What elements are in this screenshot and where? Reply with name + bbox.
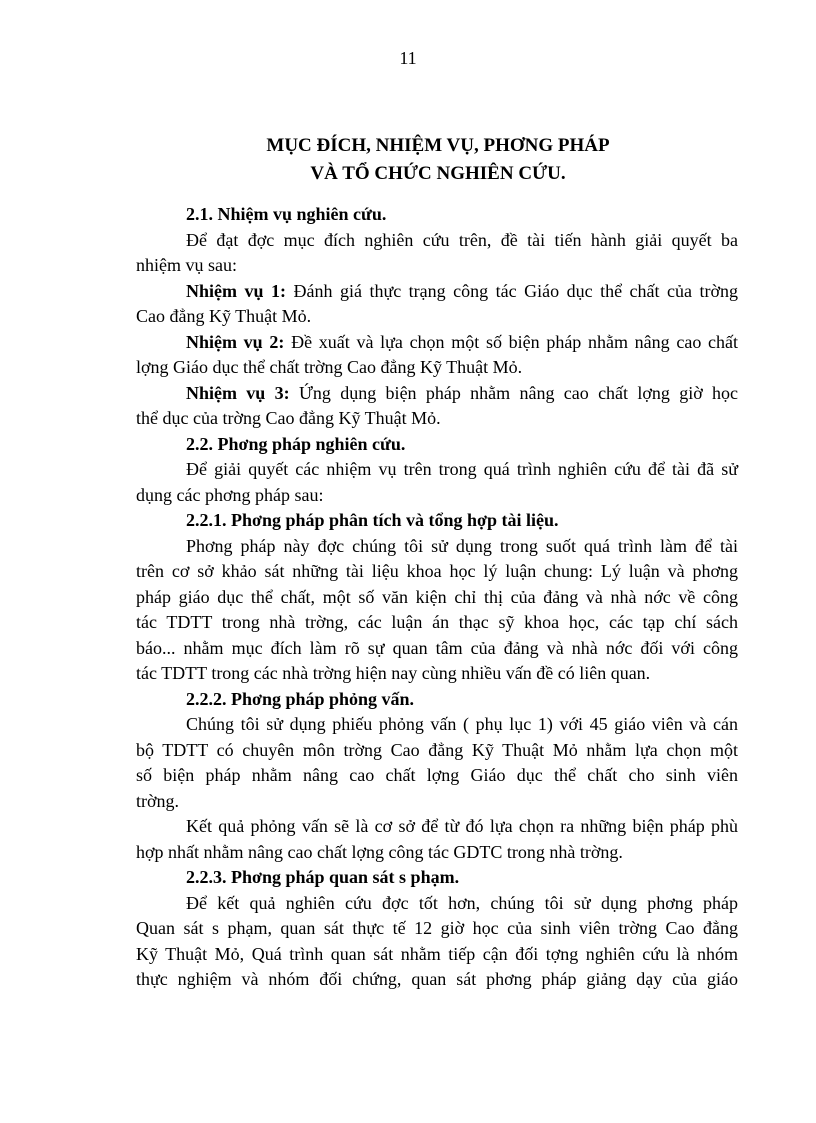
paragraph-line: số biện pháp nhằm nâng cao chất lợng Giáo dục thể chất cho sinh viên	[136, 765, 738, 785]
paragraph-line: nhiệm vụ sau:	[136, 255, 237, 275]
paragraph-line: tác TDTT trong các nhà trờng hiện nay cùng nhiều vấn đề có liên quan.	[136, 663, 651, 683]
chapter-title	[0, 132, 816, 188]
task-3-label: Nhiệm vụ 3:	[186, 382, 290, 403]
paragraph-line: pháp giáo dục thể chất, một số văn kiện chỉ thị của đảng và nhà nớc về công	[136, 586, 738, 607]
paragraph-line: Chúng tôi sử dụng phiếu phỏng vấn ( phụ lục 1) với 45 giáo viên và cán	[186, 714, 738, 734]
paragraph-line: Kỹ Thuật Mỏ, Quá trình quan sát nhằm tiếp cận đối tợng nghiên cứu là nhóm	[136, 943, 738, 964]
paragraph-line: Phơng pháp này đợc chúng tôi sử dụng trong suốt quá trình làm để tài	[186, 535, 738, 556]
task-3-text: Ứng dụng biện pháp nhằm nâng cao chất lợng giờ học	[298, 382, 739, 403]
chapter-title-line-1: MỤC ĐÍCH, NHIỆM VỤ, PHƠNG PHÁP	[266, 135, 610, 156]
paragraph-line: hợp nhất nhằm nâng cao chất lợng công tác GDTC trong nhà trờng.	[136, 841, 623, 862]
task-1-line	[136, 279, 738, 305]
paragraph-line: tác TDTT trong nhà trờng, các luận án thạc sỹ khoa học, các tạp chí sách	[136, 612, 738, 632]
body-text	[136, 202, 738, 993]
paragraph-line: Kết quả phỏng vấn sẽ là cơ sở để từ đó lựa chọn ra những biện pháp phù	[186, 816, 738, 836]
page-number: 11	[399, 48, 417, 68]
paragraph-line: dụng các phơng pháp sau:	[136, 484, 324, 505]
paragraph-line: báo... nhằm mục đích làm rõ sự quan tâm của đảng và nhà nớc đối với công	[136, 637, 738, 658]
paragraph-line: thực nghiệm và nhóm đối chứng, quan sát phơng pháp giảng dạy của giáo	[136, 969, 738, 989]
section-heading: 2.2. Phơng pháp nghiên cứu.	[186, 433, 406, 454]
task-1-label: Nhiệm vụ 1:	[186, 280, 286, 301]
paragraph-line: Quan sát s phạm, quan sát thực tế 12 giờ học của sinh viên trờng Cao đẳng	[136, 918, 738, 938]
paragraph-line: trờng.	[136, 790, 180, 811]
paragraph-line: bộ TDTT có chuyên môn trờng Cao đẳng Kỹ Thuật Mỏ nhằm lựa chọn một	[136, 739, 738, 760]
paragraph-line: trên cơ sở khảo sát những tài liệu khoa học lý luận chung: Lý luận và phơng	[136, 561, 738, 581]
task-2-line	[136, 330, 738, 356]
subsection-heading: 2.2.3. Phơng pháp quan sát s phạm.	[186, 867, 460, 887]
paragraph-line: lợng Giáo dục thể chất trờng Cao đẳng Kỹ Thuật Mỏ.	[136, 357, 523, 377]
subsection-heading: 2.2.2. Phơng pháp phỏng vấn.	[186, 688, 415, 709]
chapter-title-line-2: VÀ TỔ CHỨC NGHIÊN CỨU.	[310, 163, 566, 184]
section-heading: 2.1. Nhiệm vụ nghiên cứu.	[186, 204, 387, 224]
paragraph-line: Để đạt đợc mục đích nghiên cứu trên, đề tài tiến hành giải quyết ba	[186, 229, 738, 250]
paragraph-line: thể dục của trờng Cao đẳng Kỹ Thuật Mỏ.	[136, 408, 441, 428]
task-3-line	[136, 381, 738, 407]
task-1-text: Đánh giá thực trạng công tác Giáo dục thể chất của trờng	[293, 280, 739, 301]
task-2-label: Nhiệm vụ 2:	[186, 331, 285, 352]
paragraph-line: Cao đẳng Kỹ Thuật Mỏ.	[136, 306, 312, 326]
paragraph-line: Để giải quyết các nhiệm vụ trên trong quá trình nghiên cứu để tài đã sử	[186, 459, 738, 479]
subsection-heading: 2.2.1. Phơng pháp phân tích và tổng hợp tài liệu.	[186, 510, 559, 530]
paragraph-line: Để kết quả nghiên cứu đợc tốt hơn, chúng tôi sử dụng phơng pháp	[186, 892, 738, 913]
task-2-text: Đề xuất và lựa chọn một số biện pháp nhằm nâng cao chất	[291, 331, 739, 352]
